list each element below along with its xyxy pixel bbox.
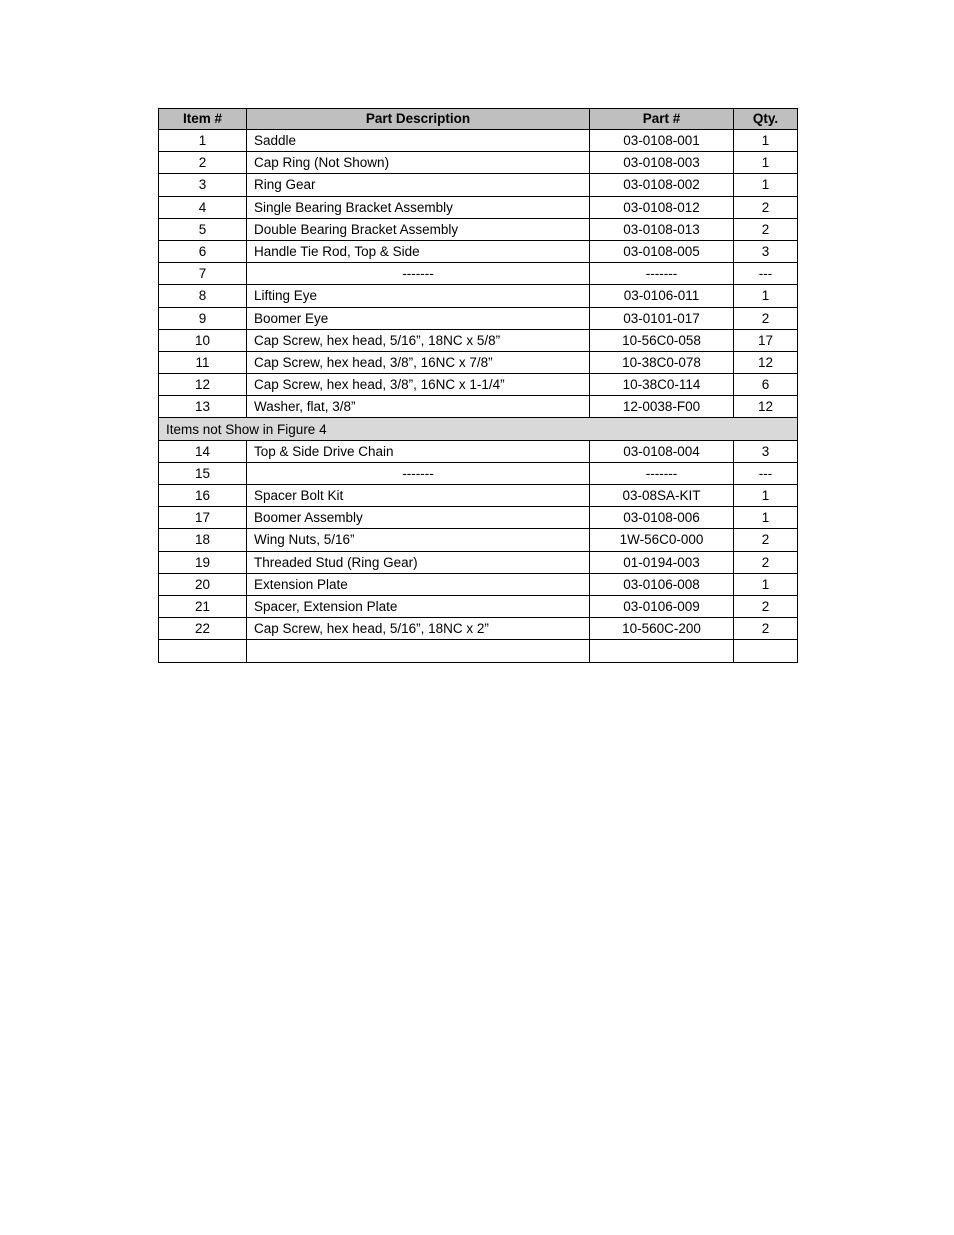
part-description-cell: Cap Ring (Not Shown) <box>247 152 590 174</box>
table-body <box>159 130 798 663</box>
part-description-cell: Handle Tie Rod, Top & Side <box>247 240 590 262</box>
part-number-cell: 03-0108-004 <box>590 440 734 462</box>
quantity-cell: 1 <box>734 573 798 595</box>
part-description-cell: Cap Screw, hex head, 5/16”, 18NC x 2” <box>247 618 590 640</box>
quantity-cell: 12 <box>734 396 798 418</box>
part-description-cell: Double Bearing Bracket Assembly <box>247 218 590 240</box>
quantity-cell: --- <box>734 263 798 285</box>
item-number-cell: 22 <box>159 618 247 640</box>
item-number-cell: 21 <box>159 595 247 617</box>
part-description-cell: Spacer Bolt Kit <box>247 485 590 507</box>
empty-cell <box>247 640 590 662</box>
part-number-cell: 1W-56C0-000 <box>590 529 734 551</box>
table-row <box>159 573 798 595</box>
header-part-number: Part # <box>590 109 734 130</box>
table-row <box>159 196 798 218</box>
parts-table <box>158 108 798 663</box>
part-description-cell: Cap Screw, hex head, 5/16”, 18NC x 5/8” <box>247 329 590 351</box>
quantity-cell: 2 <box>734 307 798 329</box>
item-number-cell: 6 <box>159 240 247 262</box>
part-description-cell: Saddle <box>247 130 590 152</box>
quantity-cell: --- <box>734 462 798 484</box>
part-number-cell: 03-0108-013 <box>590 218 734 240</box>
item-number-cell: 19 <box>159 551 247 573</box>
part-description-cell: Ring Gear <box>247 174 590 196</box>
quantity-cell: 2 <box>734 595 798 617</box>
quantity-cell: 1 <box>734 285 798 307</box>
table-row <box>159 240 798 262</box>
item-number-cell: 15 <box>159 462 247 484</box>
part-number-cell: 10-38C0-114 <box>590 374 734 396</box>
part-description-cell: Boomer Assembly <box>247 507 590 529</box>
part-description-cell: ------- <box>247 462 590 484</box>
empty-cell <box>734 640 798 662</box>
item-number-cell: 9 <box>159 307 247 329</box>
table-row <box>159 130 798 152</box>
item-number-cell: 5 <box>159 218 247 240</box>
quantity-cell: 1 <box>734 130 798 152</box>
item-number-cell: 12 <box>159 374 247 396</box>
item-number-cell: 8 <box>159 285 247 307</box>
part-number-cell: 03-0108-005 <box>590 240 734 262</box>
part-description-cell: Wing Nuts, 5/16” <box>247 529 590 551</box>
part-description-cell: Spacer, Extension Plate <box>247 595 590 617</box>
part-number-cell: ------- <box>590 263 734 285</box>
quantity-cell: 3 <box>734 240 798 262</box>
table-row <box>159 329 798 351</box>
part-number-cell: 03-0106-008 <box>590 573 734 595</box>
table-row <box>159 263 798 285</box>
part-number-cell: ------- <box>590 462 734 484</box>
quantity-cell: 2 <box>734 218 798 240</box>
item-number-cell: 16 <box>159 485 247 507</box>
quantity-cell: 6 <box>734 374 798 396</box>
quantity-cell: 2 <box>734 551 798 573</box>
part-number-cell: 03-08SA-KIT <box>590 485 734 507</box>
header-quantity: Qty. <box>734 109 798 130</box>
part-description-cell: Cap Screw, hex head, 3/8”, 16NC x 1-1/4” <box>247 374 590 396</box>
header-part-description: Part Description <box>247 109 590 130</box>
table-row <box>159 440 798 462</box>
item-number-cell: 3 <box>159 174 247 196</box>
table-row <box>159 285 798 307</box>
part-number-cell: 03-0108-006 <box>590 507 734 529</box>
part-number-cell: 03-0101-017 <box>590 307 734 329</box>
empty-cell <box>159 640 247 662</box>
quantity-cell: 2 <box>734 529 798 551</box>
part-number-cell: 10-38C0-078 <box>590 351 734 373</box>
part-number-cell: 01-0194-003 <box>590 551 734 573</box>
part-description-cell: Extension Plate <box>247 573 590 595</box>
part-description-cell: ------- <box>247 263 590 285</box>
quantity-cell: 1 <box>734 507 798 529</box>
header-item-number: Item # <box>159 109 247 130</box>
item-number-cell: 10 <box>159 329 247 351</box>
table-row <box>159 374 798 396</box>
part-description-cell: Cap Screw, hex head, 3/8”, 16NC x 7/8” <box>247 351 590 373</box>
section-label: Items not Show in Figure 4 <box>159 418 798 440</box>
item-number-cell: 14 <box>159 440 247 462</box>
item-number-cell: 2 <box>159 152 247 174</box>
table-row <box>159 174 798 196</box>
table-row <box>159 152 798 174</box>
part-number-cell: 03-0108-001 <box>590 130 734 152</box>
part-description-cell: Boomer Eye <box>247 307 590 329</box>
item-number-cell: 13 <box>159 396 247 418</box>
table-row <box>159 618 798 640</box>
table-row <box>159 507 798 529</box>
quantity-cell: 2 <box>734 618 798 640</box>
table-row <box>159 462 798 484</box>
part-number-cell: 03-0106-011 <box>590 285 734 307</box>
quantity-cell: 3 <box>734 440 798 462</box>
item-number-cell: 18 <box>159 529 247 551</box>
part-number-cell: 03-0108-003 <box>590 152 734 174</box>
table-row <box>159 396 798 418</box>
table-row <box>159 595 798 617</box>
table-row <box>159 551 798 573</box>
part-description-cell: Single Bearing Bracket Assembly <box>247 196 590 218</box>
part-number-cell: 12-0038-F00 <box>590 396 734 418</box>
table-row <box>159 307 798 329</box>
table-row <box>159 529 798 551</box>
part-number-cell: 10-56C0-058 <box>590 329 734 351</box>
part-number-cell: 03-0106-009 <box>590 595 734 617</box>
part-description-cell: Washer, flat, 3/8” <box>247 396 590 418</box>
quantity-cell: 1 <box>734 485 798 507</box>
quantity-cell: 17 <box>734 329 798 351</box>
table-row <box>159 351 798 373</box>
table-row <box>159 218 798 240</box>
item-number-cell: 17 <box>159 507 247 529</box>
empty-row <box>159 640 798 662</box>
item-number-cell: 1 <box>159 130 247 152</box>
part-number-cell: 10-560C-200 <box>590 618 734 640</box>
quantity-cell: 2 <box>734 196 798 218</box>
section-row <box>159 418 798 440</box>
item-number-cell: 11 <box>159 351 247 373</box>
part-description-cell: Lifting Eye <box>247 285 590 307</box>
part-description-cell: Threaded Stud (Ring Gear) <box>247 551 590 573</box>
table-row <box>159 485 798 507</box>
part-number-cell: 03-0108-012 <box>590 196 734 218</box>
empty-cell <box>590 640 734 662</box>
item-number-cell: 20 <box>159 573 247 595</box>
item-number-cell: 4 <box>159 196 247 218</box>
item-number-cell: 7 <box>159 263 247 285</box>
quantity-cell: 1 <box>734 152 798 174</box>
quantity-cell: 1 <box>734 174 798 196</box>
quantity-cell: 12 <box>734 351 798 373</box>
table-header-row <box>159 109 798 130</box>
part-description-cell: Top & Side Drive Chain <box>247 440 590 462</box>
part-number-cell: 03-0108-002 <box>590 174 734 196</box>
